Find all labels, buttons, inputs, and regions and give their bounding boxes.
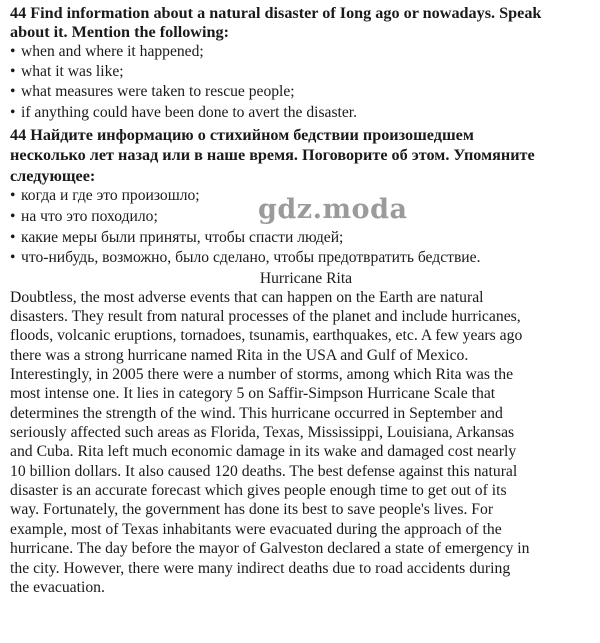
- list-item: [10, 103, 592, 123]
- story-line: Interestingly, in 2005 there were a number of storms, among which Rita was the: [10, 366, 514, 384]
- story-line: way. Fortunately, the government has done its best to save people's lives. For: [10, 501, 494, 519]
- list-item: [10, 228, 592, 249]
- story-line: example, most of Texas inhabitants were evacuated during the approach of the: [10, 520, 502, 538]
- task-heading-ru-line: следующее:: [10, 166, 96, 185]
- list-item: [10, 42, 592, 62]
- story-line: disaster is an accurate forecast which gives people enough time to get out of its: [10, 482, 507, 500]
- story-line: seriously affected such areas as Florida, Texas, Mississippi, Louisiana, Arkansas: [10, 424, 515, 442]
- task-bullets-en: [10, 42, 592, 123]
- textbook-page: [10, 4, 592, 597]
- story-title: Hurricane Rita: [259, 269, 353, 287]
- bullet-text: на что это походило;: [21, 207, 158, 225]
- bullet-icon: •: [10, 187, 16, 205]
- story-line: Doubtless, the most adverse events that can happen on the Earth are natural: [10, 288, 484, 306]
- story-line: the evacuation.: [10, 578, 105, 596]
- bullet-text: if anything could have been done to avert the disaster.: [21, 103, 358, 121]
- bullet-icon: •: [10, 43, 16, 60]
- story-line: floods, volcanic eruptions, tornadoes, tsunamis, earthquakes, etc. A few years ago: [10, 327, 523, 345]
- bullet-icon: •: [10, 103, 16, 121]
- bullet-text: что-нибудь, возможно, было сделано, чтобы предотвратить бедствие.: [21, 249, 481, 267]
- task-heading-ru: [10, 125, 592, 187]
- bullet-icon: •: [10, 63, 16, 81]
- task-heading-ru-line: 44 Найдите информацию о стихийном бедствии произошедшем: [10, 125, 474, 144]
- story-line: 10 billion dollars. It also caused 120 deaths. The best defense against this natural: [10, 462, 518, 480]
- story-line: there was a strong hurricane named Rita in the USA and Gulf of Mexico.: [10, 346, 469, 364]
- bullet-icon: •: [10, 228, 16, 246]
- task-heading-en-line: about it. Mention the following:: [10, 23, 229, 41]
- story-line: hurricane. The day before the mayor of Galveston declared a state of emergency in: [10, 540, 530, 558]
- story-line: and Cuba. Rita left much economic damage in its wake and damaged cost nearly: [10, 443, 517, 461]
- story-line: most intense one. It lies in category 5 on Saffir-Simpson Hurricane Scale that: [10, 385, 496, 403]
- list-item: [10, 82, 592, 102]
- story-line: the city. However, there were many indirect deaths due to road accidents during: [10, 559, 511, 577]
- list-item: [10, 248, 592, 269]
- story-line: disasters. They result from natural processes of the planet and include hurricanes,: [10, 308, 521, 326]
- bullet-icon: •: [10, 249, 16, 267]
- bullet-text: какие меры были приняты, чтобы спасти людей;: [21, 228, 344, 246]
- task-heading-en-line: 44 Find information about a natural disaster of Iong ago or nowadays. Speak: [10, 4, 542, 22]
- bullet-text: what measures were taken to rescue people;: [21, 83, 295, 101]
- watermark: gdz.moda: [258, 194, 408, 225]
- bullet-icon: •: [10, 207, 16, 225]
- task-heading-en: [10, 4, 592, 42]
- bullet-icon: •: [10, 83, 16, 101]
- story-body: [10, 288, 592, 598]
- bullet-text: когда и где это произошло;: [21, 187, 200, 205]
- bullet-text: when and where it happened;: [21, 43, 204, 60]
- bullet-text: what it was like;: [21, 63, 124, 81]
- list-item: [10, 62, 592, 82]
- story-line: determines the strength of the wind. This hurricane occurred in September and: [10, 404, 503, 422]
- task-heading-ru-line: несколько лет назад или в наше время. Поговорите об этом. Упомяните: [10, 146, 535, 165]
